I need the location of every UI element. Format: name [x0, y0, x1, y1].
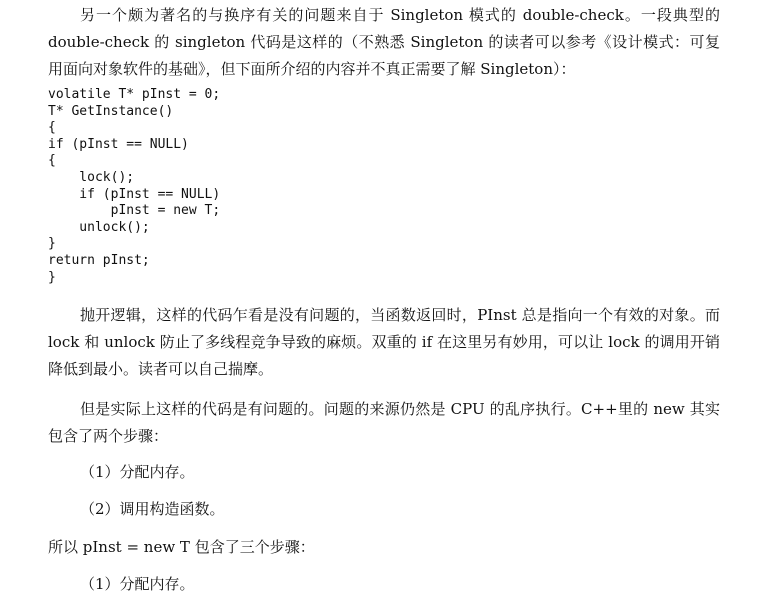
code-line: volatile T* pInst = 0; [48, 87, 221, 102]
code-block [48, 87, 220, 286]
logic-paragraph: 抛开逻辑，这样的代码乍看是没有问题的，当函数返回时，PInst 总是指向一个有效的对象。而 lock 和 unlock 防止了多线程竞争导致的麻烦。双重的 if 在这里另有妙用，可以让 lock 的调用开销降低到最小。读者可以自己揣摩。 [48, 306, 720, 378]
problem-paragraph: 但是实际上这样的代码是有问题的。问题的来源仍然是 CPU 的乱序执行。C++里的 new 其实包含了两个步骤： [48, 400, 720, 445]
code-line: } [48, 269, 56, 285]
code-line: } [48, 236, 56, 252]
code-line: if (pInst == NULL) [48, 136, 189, 152]
code-line: T* GetInstance() [48, 103, 174, 119]
assign-paragraph: 所以 pInst = new T 包含了三个步骤： [48, 538, 315, 556]
code-line: { [48, 120, 56, 136]
new-step-item: （1）分配内存。 [80, 463, 195, 481]
code-line: if (pInst == NULL) [48, 186, 221, 202]
code-line: lock(); [48, 169, 135, 185]
intro-paragraph: 另一个颇为著名的与换序有关的问题来自于 Singleton 模式的 double-check。一段典型的 double-check 的 singleton 代码是这样的（不熟悉 Singleton 的读者可以参考《设计模式：可复用面向对象软件的基础》，但下面所介绍的内容并不真正需要了解 Singleton）： [48, 6, 720, 78]
code-line: unlock(); [48, 219, 150, 235]
code-line: pInst = new T; [48, 203, 221, 219]
code-line: return pInst; [48, 252, 150, 268]
assign-step-item: （1）分配内存。 [80, 575, 195, 593]
new-step-item: （2）调用构造函数。 [80, 500, 225, 518]
code-line: { [48, 153, 56, 169]
